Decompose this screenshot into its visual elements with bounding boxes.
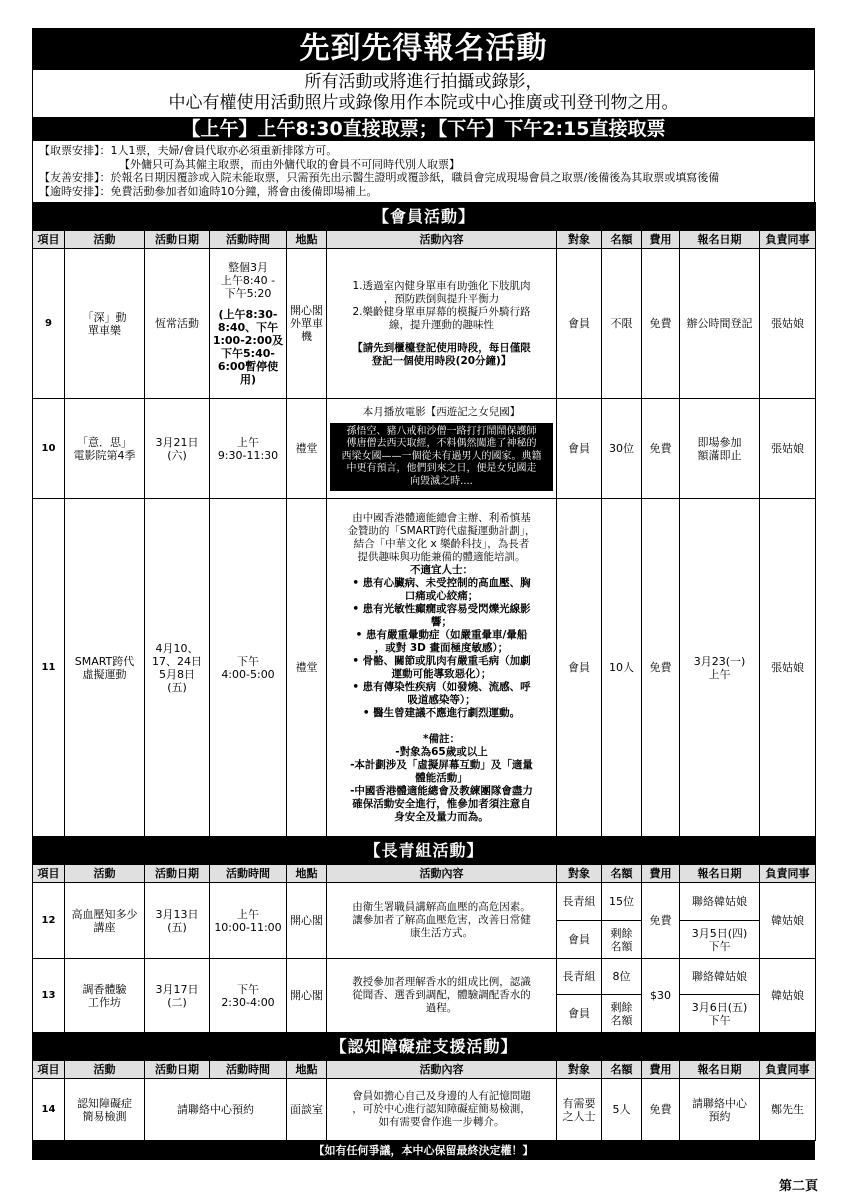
activity-quota: 15位 <box>602 883 642 921</box>
col-venue: 地點 <box>287 1061 327 1079</box>
activity-staff: 張姑娘 <box>760 249 816 399</box>
content-text: 1.透過室內健身單車有助強化下肢肌肉 ，預防跌倒與提升平衡力 2.樂齡健身單車屏幕的模擬戶外騎行路 線，提升運動的趣味性 <box>352 279 531 331</box>
col-content: 活動內容 <box>327 1061 557 1079</box>
activity-time: 下午 2:30-4:00 <box>210 959 287 1033</box>
activity-reg-date: 聯絡韓姑娘 <box>680 883 760 921</box>
col-activity: 活動 <box>65 865 145 883</box>
activity-date: 3月13日 (五) <box>145 883 210 959</box>
activity-target: 有需要 之人士 <box>557 1079 602 1141</box>
activity-quota: 30位 <box>602 399 642 499</box>
activity-content <box>327 499 557 837</box>
activity-date: 3月17日 (二) <box>145 959 210 1033</box>
activity-time: 下午 4:00-5:00 <box>210 499 287 837</box>
activity-date: 4月10、 17、24日 5月8日 (五) <box>145 499 210 837</box>
activity-name: SMART跨代 虛擬運動 <box>65 499 145 837</box>
activity-content <box>327 249 557 399</box>
activity-date: 3月21日 (六) <box>145 399 210 499</box>
activity-content: 會員如擔心自己及身邊的人有記憶問題 ，可於中心進行認知障礙症簡易檢測， 如有需要會作進一步轉介。 <box>327 1079 557 1141</box>
section-elder: 【長青組活動】 <box>33 837 816 865</box>
activity-venue: 面談室 <box>287 1079 327 1141</box>
col-date: 活動日期 <box>145 1061 210 1079</box>
activity-target: 會員 <box>557 499 602 837</box>
table-row <box>33 883 816 921</box>
rule-helper: 【外傭只可為其僱主取票，而由外傭代取的會員不可同時代別人取票】 <box>119 157 460 171</box>
notice-line-2: 中心有權使用活動照片或錄像用作本院或中心推廣或刊登刊物之用。 <box>168 93 679 113</box>
content-text: 由中國香港體適能總會主辦、利希慎基 金贊助的「SMART跨代虛擬運動計劃」， 結合「中華文化 x 樂齡科技」，為長者 提供趣味與功能兼備的體適能培訓。 <box>347 511 536 563</box>
item-number: 11 <box>33 499 65 837</box>
activity-staff: 鄭先生 <box>760 1079 816 1141</box>
col-fee: 費用 <box>642 1061 680 1079</box>
disclaimer-footer: 【如有任何爭議，本中心保留最終決定權！】 <box>32 1141 815 1160</box>
rule-late: 【逾時安排】：免費活動參加者如逾時10分鐘，將會由後備即場補上。 <box>39 184 378 198</box>
col-time: 活動時間 <box>210 865 287 883</box>
activity-name: 「意．思」 電影院第4季 <box>65 399 145 499</box>
ticket-time-banner: 【上午】上午8:30直接取票；【下午】下午2:15直接取票 <box>32 117 815 141</box>
table-header <box>33 1061 816 1079</box>
activity-target: 長青組 <box>557 959 602 995</box>
activity-staff: 張姑娘 <box>760 399 816 499</box>
activity-reg-date: 即場參加 額滿即止 <box>680 399 760 499</box>
activity-name: 調香體驗 工作坊 <box>65 959 145 1033</box>
col-date: 活動日期 <box>145 865 210 883</box>
col-staff: 負責同事 <box>760 231 816 249</box>
col-quota: 名額 <box>602 865 642 883</box>
table-row <box>33 1079 816 1141</box>
activity-target: 會員 <box>557 921 602 959</box>
activity-quota: 5人 <box>602 1079 642 1141</box>
rule-ticket: 【取票安排】：1人1票，夫婦/會員代取亦必須重新排隊方可。 <box>39 144 338 157</box>
col-item: 項目 <box>33 231 65 249</box>
page-number: 第二頁 <box>778 1179 818 1194</box>
activity-reg-date: 聯絡韓姑娘 <box>680 959 760 995</box>
col-activity: 活動 <box>65 231 145 249</box>
content-text: 本月播放電影【西遊記之女兒國】 <box>362 405 521 418</box>
activity-fee: 免費 <box>642 1079 680 1141</box>
activity-quota: 10人 <box>602 499 642 837</box>
content-note: 不適宜人士： • 患有心臟病、未受控制的高血壓、胸 口痛或心絞痛； • 患有光敏性癲癇或容易受閃爍光線影 響； • 患有嚴重暈動症（如嚴重暈車/暈船 ，或對 3D 畫面極度敏感）； • 骨骼、關節或肌肉有嚴重毛病（加劇 運動可能導致惡化）； • 患有傳染性疾病（如發燒、流感、呼 吸道感染等）； • 醫生曾建議不應進行劇烈運動。 *備註： -對象為65歲或以上 -本計劃涉及「虛擬屏幕互動」及「適量 體能活動」 -中國香港體適能總會及教練團隊會盡力 確保活動安全進行，惟參加者須注意自 身安全及量力而為。 <box>350 563 533 823</box>
item-number: 9 <box>33 249 65 399</box>
table-header <box>33 231 816 249</box>
col-time: 活動時間 <box>210 231 287 249</box>
item-number: 10 <box>33 399 65 499</box>
movie-synopsis: 孫悟空、豬八戒和沙僧一路打打鬧鬧保護師 傅唐僧去西天取經，不料偶然闖進了神秘的 西梁女國——一個從未有過男人的國家。典籍 中更有預言，他們到來之日，便是女兒國走 向毀滅之時.... <box>330 423 553 492</box>
activity-venue: 開心閣 <box>287 959 327 1033</box>
activity-fee: 免費 <box>642 249 680 399</box>
col-staff: 負責同事 <box>760 1061 816 1079</box>
col-target: 對象 <box>557 231 602 249</box>
activity-quota: 8位 <box>602 959 642 995</box>
activity-staff: 韓姑娘 <box>760 959 816 1033</box>
page-title: 先到先得報名活動 <box>32 28 815 70</box>
item-number: 14 <box>33 1079 65 1141</box>
activity-quota: 剩餘 名額 <box>602 995 642 1033</box>
activity-venue: 開心閣 <box>287 883 327 959</box>
col-target: 對象 <box>557 865 602 883</box>
col-target: 對象 <box>557 1061 602 1079</box>
recording-notice <box>32 70 815 117</box>
col-time: 活動時間 <box>210 1061 287 1079</box>
notice-line-1: 所有活動或將進行拍攝或錄影， <box>304 72 543 92</box>
activity-target: 會員 <box>557 399 602 499</box>
activity-content: 教授參加者理解香水的組成比例，認識 從聞香、選香到調配，體驗調配香水的 過程。 <box>327 959 557 1033</box>
activity-venue: 開心閣 外單車 機 <box>287 249 327 399</box>
activity-date-time: 請聯絡中心預約 <box>145 1079 287 1141</box>
table-row <box>33 399 816 499</box>
col-fee: 費用 <box>642 231 680 249</box>
activity-reg-date: 3月23(一) 上午 <box>680 499 760 837</box>
col-reg-date: 報名日期 <box>680 865 760 883</box>
activity-time: 上午 9:30-11:30 <box>210 399 287 499</box>
activity-venue: 禮堂 <box>287 499 327 837</box>
col-reg-date: 報名日期 <box>680 1061 760 1079</box>
table-header <box>33 865 816 883</box>
table-row <box>33 959 816 995</box>
activity-content <box>327 399 557 499</box>
col-quota: 名額 <box>602 1061 642 1079</box>
col-date: 活動日期 <box>145 231 210 249</box>
activity-quota: 不限 <box>602 249 642 399</box>
activity-table <box>32 202 816 1141</box>
col-item: 項目 <box>33 865 65 883</box>
item-number: 13 <box>33 959 65 1033</box>
activity-content: 由衛生署職員講解高血壓的高危因素。 讓參加者了解高血壓危害，改善日常健 康生活方式。 <box>327 883 557 959</box>
content-note: 【請先到櫃檯登記使用時段，每日僅限 登記一個使用時段(20分鐘)】 <box>352 341 531 367</box>
activity-name: 認知障礙症 簡易檢測 <box>65 1079 145 1141</box>
activity-time <box>210 249 287 399</box>
page <box>32 28 815 1160</box>
rule-friendly: 【友善安排】：於報名日期因覆診或入院未能取票，只需預先出示醫生證明或覆診紙，職員會完成現場會員之取票/後備後為其取票或填寫後備 <box>39 171 720 184</box>
col-quota: 名額 <box>602 231 642 249</box>
col-reg-date: 報名日期 <box>680 231 760 249</box>
activity-name: 高血壓知多少 講座 <box>65 883 145 959</box>
activity-reg-date: 請聯絡中心 預約 <box>680 1079 760 1141</box>
col-venue: 地點 <box>287 231 327 249</box>
col-venue: 地點 <box>287 865 327 883</box>
section-dementia: 【認知障礙症支援活動】 <box>33 1033 816 1061</box>
activity-target: 長青組 <box>557 883 602 921</box>
activity-name: 「深」動 單車樂 <box>65 249 145 399</box>
activity-fee: 免費 <box>642 883 680 959</box>
activity-time: 上午 10:00-11:00 <box>210 883 287 959</box>
col-activity: 活動 <box>65 1061 145 1079</box>
activity-staff: 韓姑娘 <box>760 883 816 959</box>
table-row <box>33 249 816 399</box>
activity-reg-date: 辦公時間登記 <box>680 249 760 399</box>
col-content: 活動內容 <box>327 231 557 249</box>
activity-venue: 禮堂 <box>287 399 327 499</box>
col-fee: 費用 <box>642 865 680 883</box>
activity-fee: $30 <box>642 959 680 1033</box>
activity-reg-date: 3月6日(五) 下午 <box>680 995 760 1033</box>
activity-fee: 免費 <box>642 499 680 837</box>
activity-fee: 免費 <box>642 399 680 499</box>
activity-date: 恆常活動 <box>145 249 210 399</box>
activity-quota: 剩餘 名額 <box>602 921 642 959</box>
activity-staff: 張姑娘 <box>760 499 816 837</box>
col-staff: 負責同事 <box>760 865 816 883</box>
activity-target: 會員 <box>557 249 602 399</box>
section-member: 【會員活動】 <box>33 203 816 231</box>
table-row <box>33 499 816 837</box>
col-item: 項目 <box>33 1061 65 1079</box>
item-number: 12 <box>33 883 65 959</box>
time-suspended: (上午8:30- 8:40、下午 1:00-2:00及 下午5:40- 6:00暫停使 用) <box>212 308 284 386</box>
ticket-rules <box>32 141 815 202</box>
col-content: 活動內容 <box>327 865 557 883</box>
time-plain: 整個3月 上午8:40 - 下午5:20 <box>220 261 276 300</box>
activity-target: 會員 <box>557 995 602 1033</box>
activity-reg-date: 3月5日(四) 下午 <box>680 921 760 959</box>
